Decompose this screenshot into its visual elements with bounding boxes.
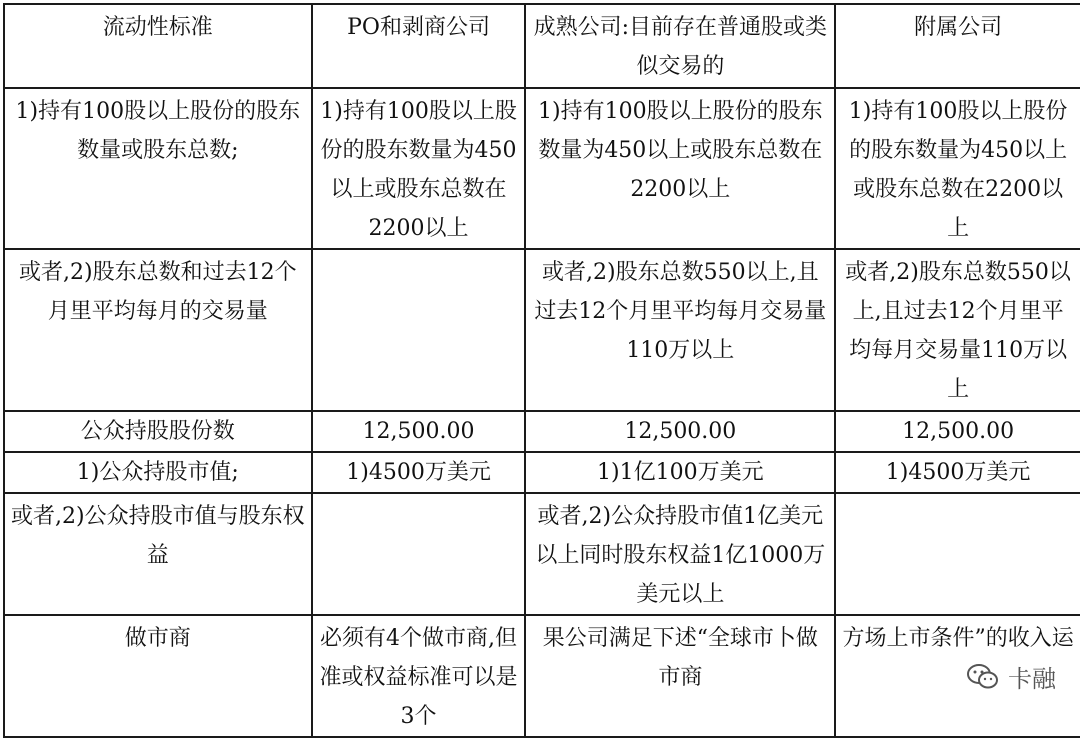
- watermark: [962, 657, 1060, 696]
- table-cell: 1)持有100股以上股份的股东数量为450以上或股东总数在2200以上: [525, 88, 835, 249]
- table-cell: 做市商: [4, 615, 312, 737]
- table-row: [4, 452, 1080, 493]
- table-cell: [835, 493, 1080, 615]
- header-cell: 附属公司: [835, 4, 1080, 88]
- table-cell: 方场上市条件”的收入运: [835, 615, 1080, 737]
- table-cell: 1)持有100股以上股份的股东数量为450以上或股东总数在2200以上: [835, 88, 1080, 249]
- table-cell: 或者,2)公众持股市值1亿美元以上同时股东权益1亿1000万美元以上: [525, 493, 835, 615]
- table-cell: 1)持有100股以上股份的股东数量为450以上或股东总数在2200以上: [312, 88, 526, 249]
- table-cell: 公众持股股份数: [4, 411, 312, 452]
- table-header-row: [4, 4, 1080, 88]
- table-row: [4, 493, 1080, 615]
- watermark-text: 卡融: [1008, 665, 1056, 693]
- wechat-icon: [966, 663, 1000, 691]
- header-cell: 成熟公司:目前存在普通股或类似交易的: [525, 4, 835, 88]
- table-row: [4, 249, 1080, 411]
- table-cell: [312, 249, 526, 411]
- listing-standards-table: [3, 3, 1080, 738]
- table-cell: 12,500.00: [312, 411, 526, 452]
- table-cell: 1)1亿100万美元: [525, 452, 835, 493]
- header-cell: PO和剥商公司: [312, 4, 526, 88]
- table-cell: 12,500.00: [835, 411, 1080, 452]
- table-cell: 或者,2)股东总数550以上,且过去12个月里平均每月交易量110万以上: [835, 249, 1080, 411]
- header-cell: 流动性标准: [4, 4, 312, 88]
- table-row: [4, 411, 1080, 452]
- table-cell: 1)公众持股市值;: [4, 452, 312, 493]
- table-row: [4, 615, 1080, 737]
- table-cell: 1)4500万美元: [835, 452, 1080, 493]
- table-cell: 1)持有100股以上股份的股东数量或股东总数;: [4, 88, 312, 249]
- table-cell: 必须有4个做市商,但准或权益标准可以是3个: [312, 615, 526, 737]
- table-cell: 或者,2)股东总数550以上,且过去12个月里平均每月交易量110万以上: [525, 249, 835, 411]
- table-cell: [312, 493, 526, 615]
- table-cell: 1)4500万美元: [312, 452, 526, 493]
- table-cell: 或者,2)公众持股市值与股东权益: [4, 493, 312, 615]
- table-cell: 或者,2)股东总数和过去12个月里平均每月的交易量: [4, 249, 312, 411]
- table-cell: 12,500.00: [525, 411, 835, 452]
- table-cell: 果公司满足下述“全球市卜做市商: [525, 615, 835, 737]
- table-row: [4, 88, 1080, 249]
